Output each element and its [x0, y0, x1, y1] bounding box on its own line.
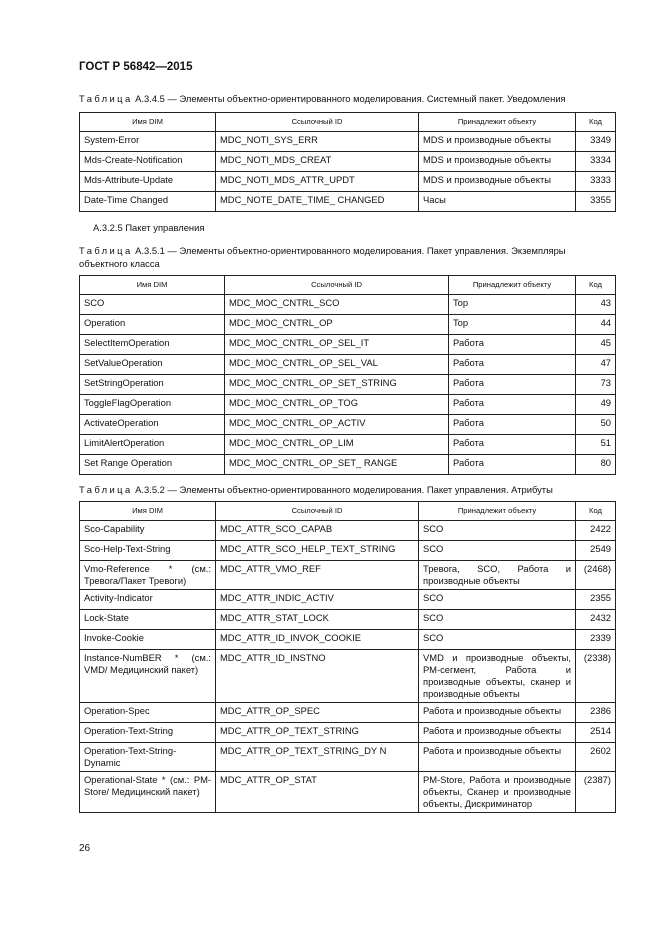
table-row — [80, 295, 616, 315]
cell-code: 3333 — [576, 172, 616, 192]
col-header-object: Принадлежит объекту — [419, 113, 576, 132]
cell-reference-id: MDC_ATTR_OP_SPEC — [216, 703, 419, 723]
cell-dim-name: Lock-State — [80, 610, 216, 630]
table3-caption-prefix: Таблица — [79, 484, 133, 495]
cell-reference-id: MDC_MOC_CNTRL_OP_SEL_VAL — [225, 355, 449, 375]
cell-reference-id: MDC_MOC_CNTRL_OP_ACTIV — [225, 415, 449, 435]
section-title: А.3.2.5 Пакет управления — [93, 222, 205, 233]
cell-object: Часы — [419, 192, 576, 212]
cell-dim-name: System-Error — [80, 132, 216, 152]
cell-code: (2387) — [576, 772, 616, 813]
cell-code: (2468) — [576, 561, 616, 590]
cell-object: MDS и производные объекты — [419, 132, 576, 152]
cell-code: 49 — [576, 395, 616, 415]
cell-object: SCO — [419, 521, 576, 541]
cell-reference-id: MDC_ATTR_SCO_CAPAB — [216, 521, 419, 541]
table-row — [80, 630, 616, 650]
cell-reference-id: MDC_ATTR_OP_TEXT_STRING_DY N — [216, 743, 419, 772]
table3-caption-text: А.3.5.2 — Элементы объектно-ориентированного моделирования. Пакет управления. Атрибуты — [135, 484, 553, 495]
table-row — [80, 355, 616, 375]
table-row — [80, 172, 616, 192]
table-notifications — [79, 112, 616, 212]
cell-code: 2549 — [576, 541, 616, 561]
cell-object: Работа — [449, 415, 576, 435]
col-header-code: Код — [576, 113, 616, 132]
cell-dim-name: Operation-Text-String — [80, 723, 216, 743]
table-object-classes — [79, 275, 616, 475]
col-header-code: Код — [576, 502, 616, 521]
table-header-row — [80, 502, 616, 521]
table3-caption — [79, 483, 615, 496]
cell-object: Работа — [449, 455, 576, 475]
cell-object: MDS и производные объекты — [419, 152, 576, 172]
table-row — [80, 152, 616, 172]
cell-object: Top — [449, 295, 576, 315]
cell-dim-name: Activity-Indicator — [80, 590, 216, 610]
cell-object: Работа — [449, 435, 576, 455]
cell-reference-id: MDC_MOC_CNTRL_OP_SET_STRING — [225, 375, 449, 395]
cell-dim-name: Vmo-Reference * (см.: Тревога/Пакет Тревоги) — [80, 561, 216, 590]
cell-object: Работа и производные объекты — [419, 703, 576, 723]
table-row — [80, 590, 616, 610]
table-row — [80, 315, 616, 335]
cell-code: 51 — [576, 435, 616, 455]
cell-dim-name: LimitAlertOperation — [80, 435, 225, 455]
col-header-reference-id: Ссылочный ID — [225, 276, 449, 295]
cell-reference-id: MDC_MOC_CNTRL_OP — [225, 315, 449, 335]
cell-object: Работа — [449, 335, 576, 355]
cell-code: 3355 — [576, 192, 616, 212]
cell-dim-name: Mds-Attribute-Update — [80, 172, 216, 192]
cell-dim-name: SetStringOperation — [80, 375, 225, 395]
table-row — [80, 435, 616, 455]
table-row — [80, 743, 616, 772]
cell-code: 3334 — [576, 152, 616, 172]
cell-code: (2338) — [576, 650, 616, 703]
col-header-dim-name: Имя DIM — [80, 502, 216, 521]
cell-code: 2514 — [576, 723, 616, 743]
cell-dim-name: Date-Time Changed — [80, 192, 216, 212]
cell-code: 45 — [576, 335, 616, 355]
cell-dim-name: Sco-Help-Text-String — [80, 541, 216, 561]
cell-reference-id: MDC_MOC_CNTRL_OP_SET_ RANGE — [225, 455, 449, 475]
cell-reference-id: MDC_NOTI_MDS_CREAT — [216, 152, 419, 172]
cell-reference-id: MDC_NOTI_SYS_ERR — [216, 132, 419, 152]
table-row — [80, 541, 616, 561]
table1-caption-text: А.3.4.5 — Элементы объектно-ориентированного моделирования. Системный пакет. Уведомления — [135, 93, 566, 104]
cell-code: 2602 — [576, 743, 616, 772]
cell-code: 43 — [576, 295, 616, 315]
table2-caption — [79, 244, 615, 270]
cell-reference-id: MDC_NOTI_MDS_ATTR_UPDT — [216, 172, 419, 192]
cell-code: 2432 — [576, 610, 616, 630]
cell-reference-id: MDC_ATTR_VMO_REF — [216, 561, 419, 590]
cell-code: 47 — [576, 355, 616, 375]
cell-code: 73 — [576, 375, 616, 395]
cell-object: Работа и производные объекты — [419, 743, 576, 772]
table-row — [80, 395, 616, 415]
col-header-reference-id: Ссылочный ID — [216, 113, 419, 132]
cell-object: SCO — [419, 541, 576, 561]
cell-object: Работа — [449, 375, 576, 395]
cell-object: PM-Store, Работа и производные объекты, Сканер и производные объекты, Дискриминатор — [419, 772, 576, 813]
cell-reference-id: MDC_ATTR_STAT_LOCK — [216, 610, 419, 630]
cell-dim-name: Operation — [80, 315, 225, 335]
cell-code: 2355 — [576, 590, 616, 610]
cell-object: SCO — [419, 590, 576, 610]
cell-object: Тревога, SCO, Работа и производные объекты — [419, 561, 576, 590]
cell-dim-name: Operational-State * (см.: PM-Store/ Медицинский пакет) — [80, 772, 216, 813]
cell-reference-id: MDC_NOTE_DATE_TIME_ CHANGED — [216, 192, 419, 212]
cell-dim-name: SelectItemOperation — [80, 335, 225, 355]
col-header-reference-id: Ссылочный ID — [216, 502, 419, 521]
page-number: 26 — [79, 843, 91, 854]
cell-object: Работа — [449, 395, 576, 415]
cell-dim-name: ToggleFlagOperation — [80, 395, 225, 415]
cell-reference-id: MDC_ATTR_ID_INSTNO — [216, 650, 419, 703]
cell-object: SCO — [419, 610, 576, 630]
table-header-row — [80, 276, 616, 295]
cell-reference-id: MDC_ATTR_OP_TEXT_STRING — [216, 723, 419, 743]
cell-code: 80 — [576, 455, 616, 475]
table-row — [80, 610, 616, 630]
cell-code: 3349 — [576, 132, 616, 152]
cell-reference-id: MDC_ATTR_ID_INVOK_COOKIE — [216, 630, 419, 650]
cell-code: 2422 — [576, 521, 616, 541]
table-row — [80, 703, 616, 723]
cell-dim-name: SCO — [80, 295, 225, 315]
cell-object: Работа и производные объекты — [419, 723, 576, 743]
table2-caption-prefix: Таблица — [79, 245, 133, 256]
table-row — [80, 455, 616, 475]
cell-dim-name: Sco-Capability — [80, 521, 216, 541]
col-header-dim-name: Имя DIM — [80, 276, 225, 295]
table-row — [80, 772, 616, 813]
cell-object: MDS и производные объекты — [419, 172, 576, 192]
cell-reference-id: MDC_ATTR_INDIC_ACTIV — [216, 590, 419, 610]
document-header: ГОСТ Р 56842—2015 — [79, 61, 193, 73]
cell-code: 50 — [576, 415, 616, 435]
table1-caption — [79, 92, 615, 105]
table-header-row — [80, 113, 616, 132]
table-row — [80, 132, 616, 152]
cell-reference-id: MDC_ATTR_OP_STAT — [216, 772, 419, 813]
cell-code: 2386 — [576, 703, 616, 723]
col-header-code: Код — [576, 276, 616, 295]
cell-object: VMD и производные объекты, РМ-сегмент, Работа и производные объекты, сканер и производные объекты — [419, 650, 576, 703]
table-row — [80, 335, 616, 355]
cell-reference-id: MDC_ATTR_SCO_HELP_TEXT_STRING — [216, 541, 419, 561]
col-header-object: Принадлежит объекту — [449, 276, 576, 295]
cell-dim-name: Invoke-Cookie — [80, 630, 216, 650]
table-row — [80, 375, 616, 395]
table-row — [80, 723, 616, 743]
cell-reference-id: MDC_MOC_CNTRL_OP_LIM — [225, 435, 449, 455]
cell-dim-name: ActivateOperation — [80, 415, 225, 435]
table-row — [80, 650, 616, 703]
cell-reference-id: MDC_MOC_CNTRL_OP_TOG — [225, 395, 449, 415]
cell-object: SCO — [419, 630, 576, 650]
table2-caption-text: А.3.5.1 — Элементы объектно-ориентированного моделирования. Пакет управления. Экземпляры объектного класса — [79, 245, 566, 269]
table-row — [80, 192, 616, 212]
table-row — [80, 415, 616, 435]
cell-reference-id: MDC_MOC_CNTRL_OP_SEL_IT — [225, 335, 449, 355]
col-header-dim-name: Имя DIM — [80, 113, 216, 132]
table-row — [80, 521, 616, 541]
cell-reference-id: MDC_MOC_CNTRL_SCO — [225, 295, 449, 315]
table1-caption-prefix: Таблица — [79, 93, 133, 104]
cell-dim-name: Operation-Text-String-Dynamic — [80, 743, 216, 772]
cell-dim-name: Mds-Create-Notification — [80, 152, 216, 172]
cell-dim-name: Set Range Operation — [80, 455, 225, 475]
cell-object: Top — [449, 315, 576, 335]
col-header-object: Принадлежит объекту — [419, 502, 576, 521]
cell-object: Работа — [449, 355, 576, 375]
cell-code: 2339 — [576, 630, 616, 650]
cell-dim-name: Instance-NumBER * (см.: VMD/ Медицинский пакет) — [80, 650, 216, 703]
table-row — [80, 561, 616, 590]
cell-code: 44 — [576, 315, 616, 335]
table-attributes — [79, 501, 616, 813]
cell-dim-name: SetValueOperation — [80, 355, 225, 375]
cell-dim-name: Operation-Spec — [80, 703, 216, 723]
